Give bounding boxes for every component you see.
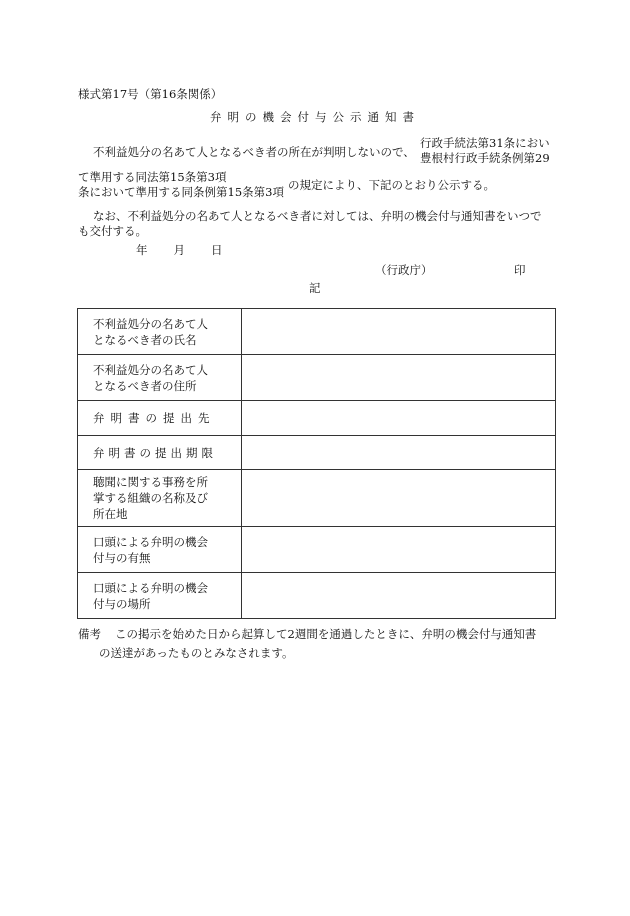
paragraph2-line1: なお、不利益処分の名あて人となるべき者に対しては、弁明の機会付与通知書をいつで: [93, 209, 542, 223]
table-row: [78, 573, 556, 619]
date-month: 月: [173, 243, 185, 257]
paragraph2-line2: も交付する。: [78, 224, 147, 238]
row-label: 不利益処分の名あて人となるべき者の住所: [78, 355, 242, 401]
row-label: 口頭による弁明の機会付与の場所: [78, 573, 242, 619]
note-text1: この掲示を始めた日から起算して2週間を通過したときに、弁明の機会付与通知書: [115, 627, 537, 641]
form-number: 様式第17号（第16条関係）: [78, 87, 223, 101]
table-row: [78, 527, 556, 573]
agency-label: （行政庁）: [375, 263, 433, 277]
note-line2: の送達があったものとみなされます。: [99, 646, 294, 660]
paragraph1-tail: の規定により、下記のとおり公示する。: [288, 178, 495, 192]
row-label: 聴聞に関する事務を所掌する組織の名称及び所在地: [78, 470, 242, 527]
law-option-left-line2: 条において準用する同条例第15条第3項: [78, 185, 284, 199]
seal-mark: 印: [514, 263, 526, 277]
note-heading: 備考: [78, 627, 101, 641]
law-option-left-line1: て準用する同法第15条第3項: [78, 170, 227, 184]
row-value: [242, 436, 556, 470]
date-year: 年: [136, 243, 148, 257]
table-row: [78, 309, 556, 355]
table-row: [78, 470, 556, 527]
date-line: [136, 243, 223, 257]
row-label: 不利益処分の名あて人となるべき者の氏名: [78, 309, 242, 355]
row-value: [242, 401, 556, 436]
row-label: 口頭による弁明の機会付与の有無: [78, 527, 242, 573]
row-label: 弁明書の提出期限: [78, 436, 242, 470]
row-value: [242, 573, 556, 619]
law-option-top-line1: 行政手続法第31条におい: [420, 136, 550, 150]
date-day: 日: [211, 243, 223, 257]
document-title: 弁明の機会付与公示通知書: [210, 110, 420, 124]
law-option-top: [420, 136, 550, 166]
table-row: [78, 436, 556, 470]
row-value: [242, 527, 556, 573]
law-option-top-line2: 豊根村行政手続条例第29: [420, 151, 550, 165]
ki-heading: 記: [309, 281, 321, 295]
row-value: [242, 470, 556, 527]
table-row: [78, 355, 556, 401]
note-line1: [78, 627, 536, 641]
table-row: [78, 401, 556, 436]
notice-table: [77, 308, 556, 619]
row-value: [242, 355, 556, 401]
paragraph1-lead: 不利益処分の名あて人となるべき者の所在が判明しないので、: [93, 145, 415, 159]
row-label: 弁明書の提出先: [78, 401, 242, 436]
row-value: [242, 309, 556, 355]
